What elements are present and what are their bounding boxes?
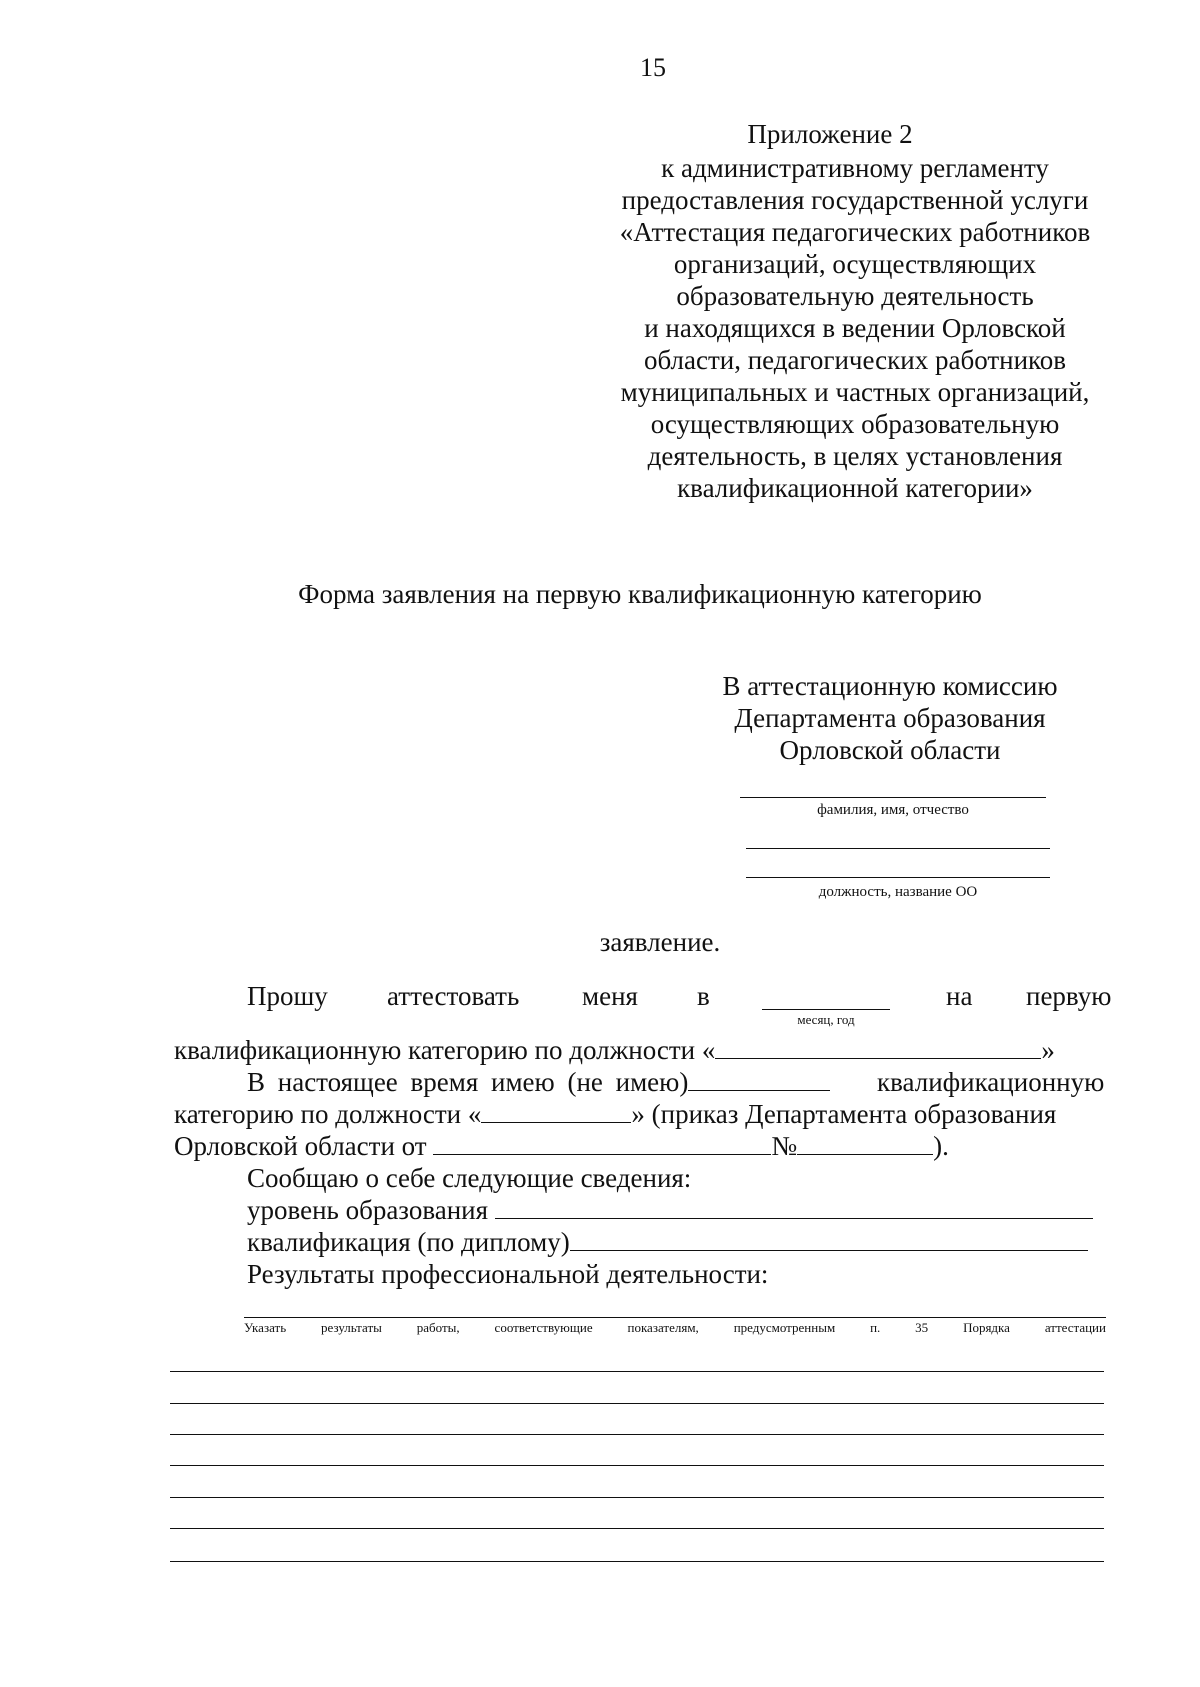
appendix-line: к административному регламенту [661,153,1049,183]
row3-text [247,1066,830,1098]
hint-word: предусмотренным [733,1320,836,1335]
appendix-line: и находящихся в ведении Орловской [644,313,1066,343]
addressee-line: Орловской области [779,735,1001,765]
fio-line[interactable] [740,797,1046,798]
order-date-field[interactable] [433,1132,771,1155]
order-number-sign: № [771,1131,798,1161]
row2-label: квалификационную категорию по должности « [174,1035,716,1065]
fio-hint: фамилия, имя, отчество [817,802,969,818]
row2-close: » [1041,1035,1055,1065]
hint-word: Порядка [963,1320,1010,1335]
education-field[interactable] [495,1196,1093,1219]
position-line-1[interactable] [746,848,1050,849]
row5-label: Орловской области от [174,1131,427,1161]
results-line[interactable] [170,1528,1104,1529]
appendix-line: предоставления государственной услуги [621,185,1089,215]
appendix-line: области, педагогических работников [643,345,1067,375]
category-position-field[interactable] [481,1100,631,1123]
row1-word: в [697,981,710,1011]
hint-word: 35 [915,1320,929,1335]
row5-text [174,1130,949,1162]
results-line[interactable] [170,1497,1104,1498]
row3-label: В настоящее время имею (не имею) [247,1067,689,1097]
form-title: Форма заявления на первую квалификационную категорию [298,579,982,609]
appendix-description [590,152,1120,504]
hint-word: Указать [244,1320,287,1335]
info-intro: Сообщаю о себе следующие сведения: [247,1163,692,1193]
hint-word: показателям, [627,1320,699,1335]
results-line[interactable] [170,1371,1104,1372]
row1-on: на [946,981,973,1011]
order-number-field[interactable] [797,1132,933,1155]
results-line[interactable] [170,1434,1104,1435]
position-line-2[interactable] [746,877,1050,878]
results-line[interactable] [170,1561,1104,1562]
row4-tail: » (приказ Департамента образования [631,1099,1057,1129]
row4-text [174,1098,1056,1130]
results-line[interactable] [170,1465,1104,1466]
row3-end: квалификационную [877,1067,1105,1097]
education-row [247,1194,1093,1226]
appendix-line: деятельность, в целях установления [647,441,1063,471]
appendix-line: муниципальных и частных организаций, [620,377,1090,407]
addressee-line: В аттестационную комиссию [722,671,1058,701]
results-line[interactable] [170,1403,1104,1404]
results-hint-line[interactable] [244,1317,1106,1318]
results-label: Результаты профессиональной деятельности: [247,1259,769,1289]
position-hint: должность, название ОО [818,884,978,900]
appendix-line: квалификационной категории» [677,473,1033,503]
row2-text [174,1034,1055,1066]
appendix-line: осуществляющих образовательную [650,409,1060,439]
row1-word: меня [582,981,638,1011]
row1-first: первую [1026,981,1112,1011]
appendix-line: образовательную деятельность [676,281,1034,311]
addressee-line: Департамента образования [734,703,1046,733]
row4-label: категорию по должности « [174,1099,482,1129]
hint-word: п. [870,1320,881,1335]
qualification-label: квалификация (по диплому) [247,1227,570,1257]
appendix-title: Приложение 2 [747,119,913,149]
month-year-field[interactable] [762,1009,890,1010]
row1-word: аттестовать [387,981,520,1011]
current-category-field[interactable] [688,1068,830,1091]
month-year-hint: месяц, год [797,1012,855,1027]
results-hint [244,1320,1106,1336]
qualification-row [247,1226,1088,1258]
row5-end: ). [933,1131,949,1161]
appendix-line: «Аттестация педагогических работников [619,217,1091,247]
page-number: 15 [640,53,666,82]
education-label: уровень образования [247,1195,489,1225]
statement-title: заявление. [599,927,721,957]
hint-word: результаты [321,1320,382,1335]
position-field[interactable] [715,1036,1041,1059]
hint-word: работы, [416,1320,460,1335]
appendix-line: организаций, осуществляющих [673,249,1037,279]
hint-word: аттестации [1044,1320,1106,1335]
qualification-field[interactable] [570,1228,1088,1251]
addressee-block [680,670,1100,766]
hint-word: соответствующие [494,1320,593,1335]
row1-word: Прошу [247,981,328,1011]
